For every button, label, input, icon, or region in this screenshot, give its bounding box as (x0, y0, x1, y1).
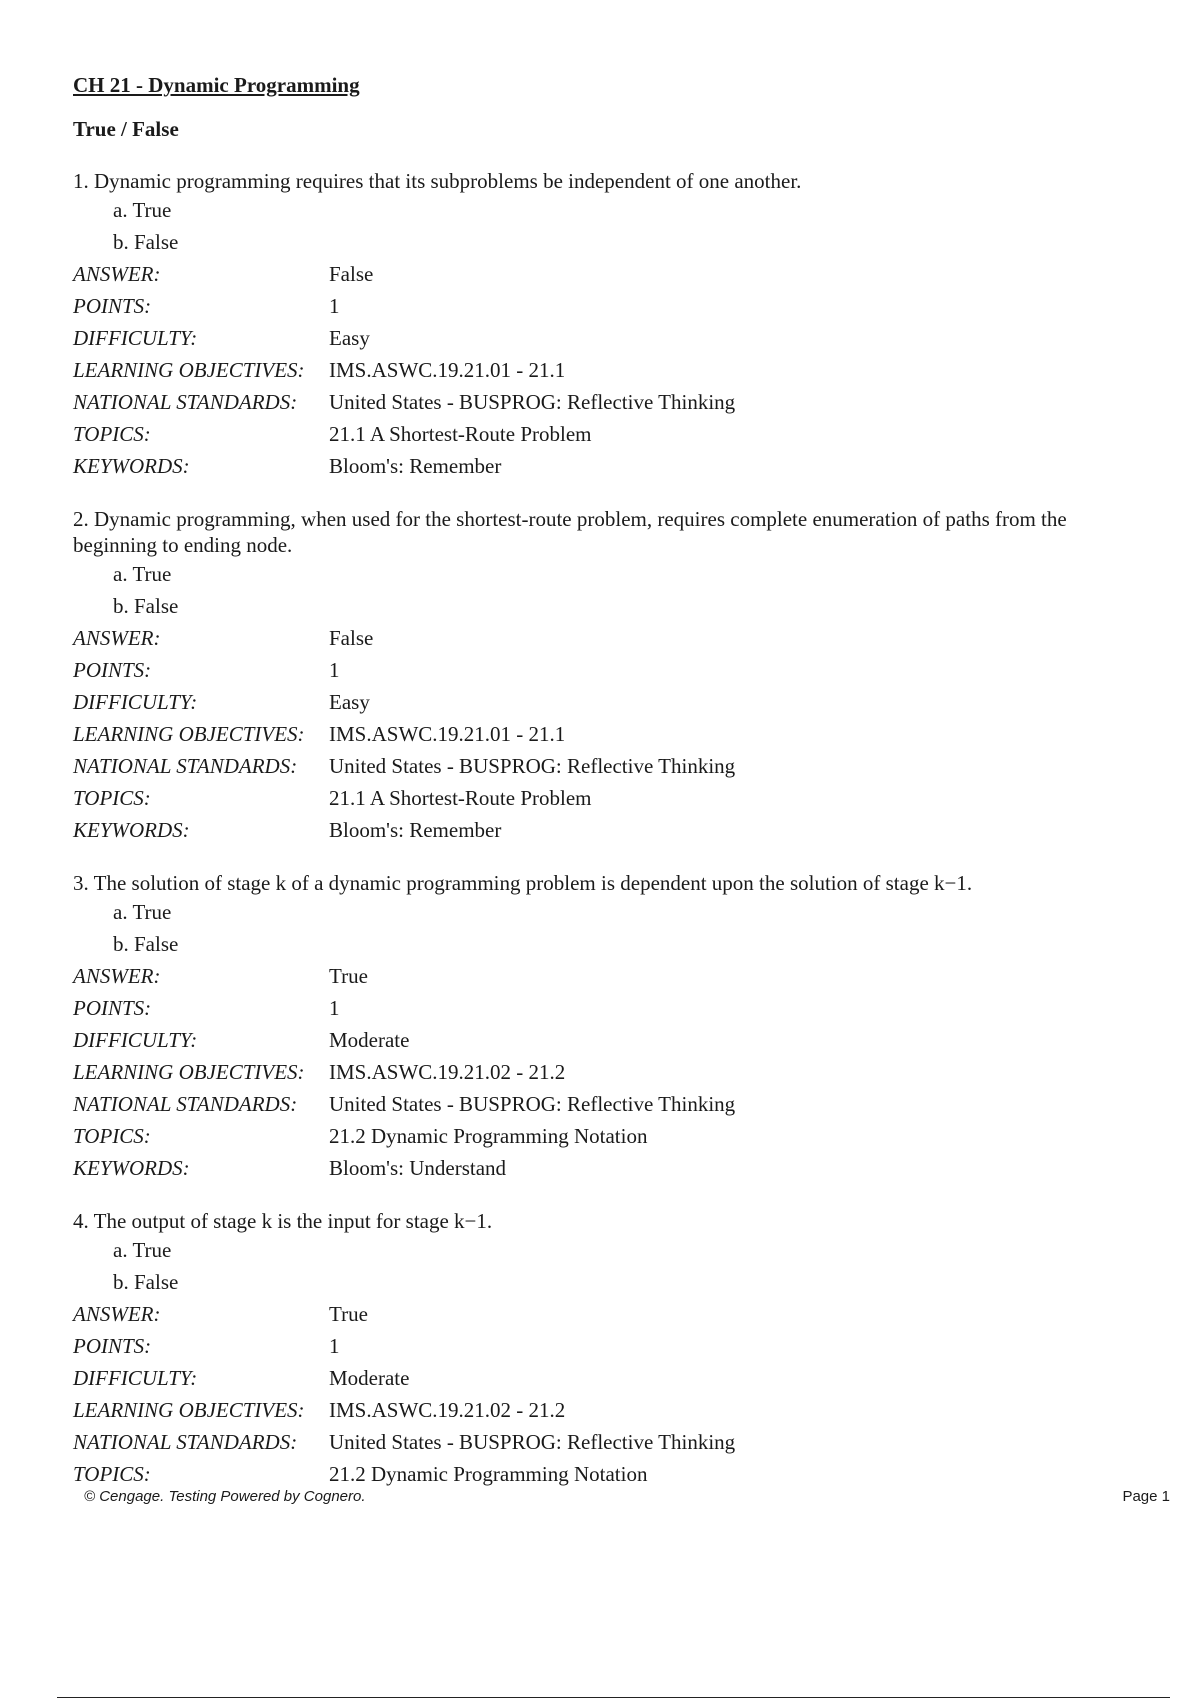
keywords-value: Bloom's: Remember (329, 454, 502, 478)
keywords-row (73, 450, 1133, 482)
option-b: b. False (113, 1270, 179, 1294)
topics-row (73, 782, 1133, 814)
points-value: 1 (329, 996, 340, 1020)
option-b: b. False (113, 230, 179, 254)
difficulty-value: Moderate (329, 1028, 410, 1052)
question-3 (73, 870, 1133, 1184)
national-standards-row (73, 1088, 1133, 1120)
difficulty-value: Moderate (329, 1366, 410, 1390)
learning-objectives-value: IMS.ASWC.19.21.01 - 21.1 (329, 358, 566, 382)
answer-label: ANSWER: (73, 262, 161, 286)
keywords-label: KEYWORDS: (73, 1156, 190, 1180)
difficulty-value: Easy (329, 326, 370, 350)
question-text: 1. Dynamic programming requires that its subproblems be independent of one another. (73, 169, 802, 193)
learning-objectives-label: LEARNING OBJECTIVES: (73, 722, 305, 746)
topics-value: 21.2 Dynamic Programming Notation (329, 1124, 648, 1148)
national-standards-row (73, 750, 1133, 782)
keywords-row (73, 1152, 1133, 1184)
national-standards-value: United States - BUSPROG: Reflective Thinking (329, 390, 736, 414)
topics-row (73, 1120, 1133, 1152)
keywords-value: Bloom's: Understand (329, 1156, 507, 1180)
learning-objectives-value: IMS.ASWC.19.21.01 - 21.1 (329, 722, 566, 746)
option-b: b. False (113, 594, 179, 618)
national-standards-label: NATIONAL STANDARDS: (73, 1430, 298, 1454)
topics-label: TOPICS: (73, 1124, 151, 1148)
difficulty-row (73, 686, 1133, 718)
question-text: 2. Dynamic programming, when used for the shortest-route problem, requires complete enumeration of paths from the beginning to ending node. (73, 507, 1067, 557)
question-2 (73, 506, 1133, 846)
learning-objectives-row (73, 1056, 1133, 1088)
learning-objectives-label: LEARNING OBJECTIVES: (73, 358, 305, 382)
points-label: POINTS: (73, 658, 152, 682)
national-standards-label: NATIONAL STANDARDS: (73, 1092, 298, 1116)
national-standards-value: United States - BUSPROG: Reflective Thinking (329, 1092, 736, 1116)
page-divider (57, 1697, 1170, 1698)
keywords-value: Bloom's: Remember (329, 818, 502, 842)
points-value: 1 (329, 658, 340, 682)
question-4 (73, 1208, 1133, 1490)
national-standards-value: United States - BUSPROG: Reflective Thinking (329, 754, 736, 778)
option-b: b. False (113, 932, 179, 956)
option-a: a. True (113, 562, 172, 586)
topics-label: TOPICS: (73, 786, 151, 810)
answer-value: True (329, 964, 368, 988)
national-standards-row (73, 386, 1133, 418)
points-row (73, 290, 1133, 322)
answer-label: ANSWER: (73, 626, 161, 650)
learning-objectives-row (73, 1394, 1133, 1426)
points-label: POINTS: (73, 996, 152, 1020)
answer-row (73, 960, 1133, 992)
answer-value: False (329, 626, 374, 650)
answer-row (73, 1298, 1133, 1330)
difficulty-row (73, 1024, 1133, 1056)
difficulty-label: DIFFICULTY: (73, 1028, 198, 1052)
points-value: 1 (329, 1334, 340, 1358)
difficulty-row (73, 1362, 1133, 1394)
topics-value: 21.1 A Shortest-Route Problem (329, 786, 592, 810)
points-label: POINTS: (73, 1334, 152, 1358)
difficulty-label: DIFFICULTY: (73, 1366, 198, 1390)
difficulty-value: Easy (329, 690, 370, 714)
keywords-label: KEYWORDS: (73, 818, 190, 842)
topics-row (73, 418, 1133, 450)
learning-objectives-row (73, 354, 1133, 386)
points-label: POINTS: (73, 294, 152, 318)
learning-objectives-value: IMS.ASWC.19.21.02 - 21.2 (329, 1398, 566, 1422)
keywords-row (73, 814, 1133, 846)
points-row (73, 992, 1133, 1024)
chapter-title: CH 21 - Dynamic Programming (73, 73, 360, 97)
points-row (73, 654, 1133, 686)
national-standards-row (73, 1426, 1133, 1458)
points-value: 1 (329, 294, 340, 318)
points-row (73, 1330, 1133, 1362)
answer-value: False (329, 262, 374, 286)
answer-row (73, 258, 1133, 290)
difficulty-label: DIFFICULTY: (73, 690, 198, 714)
keywords-label: KEYWORDS: (73, 454, 190, 478)
difficulty-row (73, 322, 1133, 354)
question-text: 4. The output of stage k is the input for stage k−1. (73, 1209, 493, 1233)
learning-objectives-row (73, 718, 1133, 750)
page-number: Page 1 (1122, 1488, 1170, 1505)
question-text: 3. The solution of stage k of a dynamic programming problem is dependent upon the solution of stage k−1. (73, 871, 973, 895)
question-1 (73, 168, 1133, 482)
national-standards-label: NATIONAL STANDARDS: (73, 754, 298, 778)
topics-label: TOPICS: (73, 1462, 151, 1486)
option-a: a. True (113, 198, 172, 222)
national-standards-value: United States - BUSPROG: Reflective Thinking (329, 1430, 736, 1454)
learning-objectives-label: LEARNING OBJECTIVES: (73, 1060, 305, 1084)
document-page (73, 72, 1133, 1490)
section-title: True / False (73, 117, 179, 141)
national-standards-label: NATIONAL STANDARDS: (73, 390, 298, 414)
answer-row (73, 622, 1133, 654)
topics-row (73, 1458, 1133, 1490)
answer-label: ANSWER: (73, 964, 161, 988)
learning-objectives-value: IMS.ASWC.19.21.02 - 21.2 (329, 1060, 566, 1084)
option-a: a. True (113, 900, 172, 924)
answer-label: ANSWER: (73, 1302, 161, 1326)
topics-value: 21.1 A Shortest-Route Problem (329, 422, 592, 446)
learning-objectives-label: LEARNING OBJECTIVES: (73, 1398, 305, 1422)
topics-value: 21.2 Dynamic Programming Notation (329, 1462, 648, 1486)
copyright-text: © Cengage. Testing Powered by Cognero. (84, 1488, 366, 1505)
option-a: a. True (113, 1238, 172, 1262)
difficulty-label: DIFFICULTY: (73, 326, 198, 350)
page-footer (84, 1488, 1170, 1510)
answer-value: True (329, 1302, 368, 1326)
topics-label: TOPICS: (73, 422, 151, 446)
